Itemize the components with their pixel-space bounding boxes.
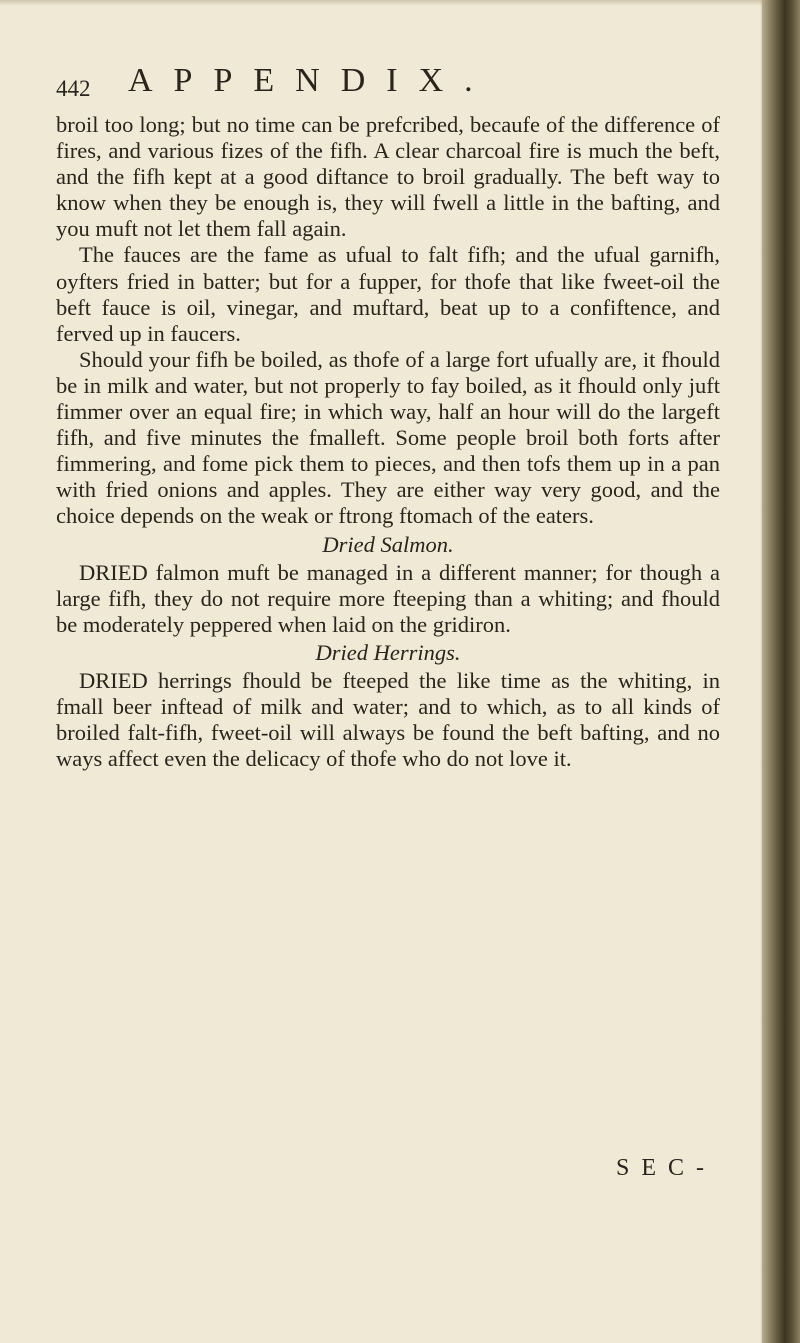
page-header: [56, 62, 616, 102]
page-top-shadow: [0, 0, 766, 6]
catchword: SEC-: [616, 1155, 717, 1181]
body-text: [56, 112, 720, 772]
paragraph-broiling: broil too long; but no time can be prefcribed, becaufe of the difference of fires, and various fizes of the fifh. A clear charcoal fire is much the beft, and the fifh kept at a good diftance to broil gradually. The beft way to know when they be enough is, they will fwell a little in the bafting, and you muft not let them fall again.: [56, 112, 720, 242]
paragraph-sauces: The fauces are the fame as ufual to falt fifh; and the ufual garnifh, oyfters fried in batter; but for a fupper, for thofe that like fweet-oil the beft fauce is oil, vinegar, and muftard, beat up to a confiftence, and ferved up in faucers.: [56, 242, 720, 346]
page-number: 442: [56, 76, 91, 101]
book-binding-edge: [762, 0, 800, 1343]
running-head: APPENDIX.: [128, 62, 494, 99]
paragraph-boiling: Should your fifh be boiled, as thofe of a large fort ufually are, it fhould be in milk and water, but not properly to fay boiled, as it fhould only juft fimmer over an equal fire; in which way, half an hour will do the largeft fifh, and five minutes the fmalleft. Some people broil both forts after fimmering, and fome pick them to pieces, and then tofs them up in a pan with fried onions and apples. They are either way very good, and the choice depends on the weak or ftrong ftomach of the eaters.: [56, 346, 720, 529]
heading-dried-herrings: Dried Herrings.: [315, 639, 461, 665]
paragraph-dried-herrings: DRIED herrings fhould be fteeped the like time as the whiting, in fmall beer inftead of milk and water; and to which, as to all kinds of broiled falt-fifh, fweet-oil will always be found the beft bafting, and no ways affect even the delicacy of thofe who do not love it.: [56, 667, 720, 772]
heading-dried-salmon: Dried Salmon.: [322, 531, 454, 557]
paragraph-dried-salmon: DRIED falmon muft be managed in a different manner; for though a large fifh, they do not require more fteeping than a whiting; and fhould be moderately peppered when laid on the gridiron.: [56, 559, 720, 637]
